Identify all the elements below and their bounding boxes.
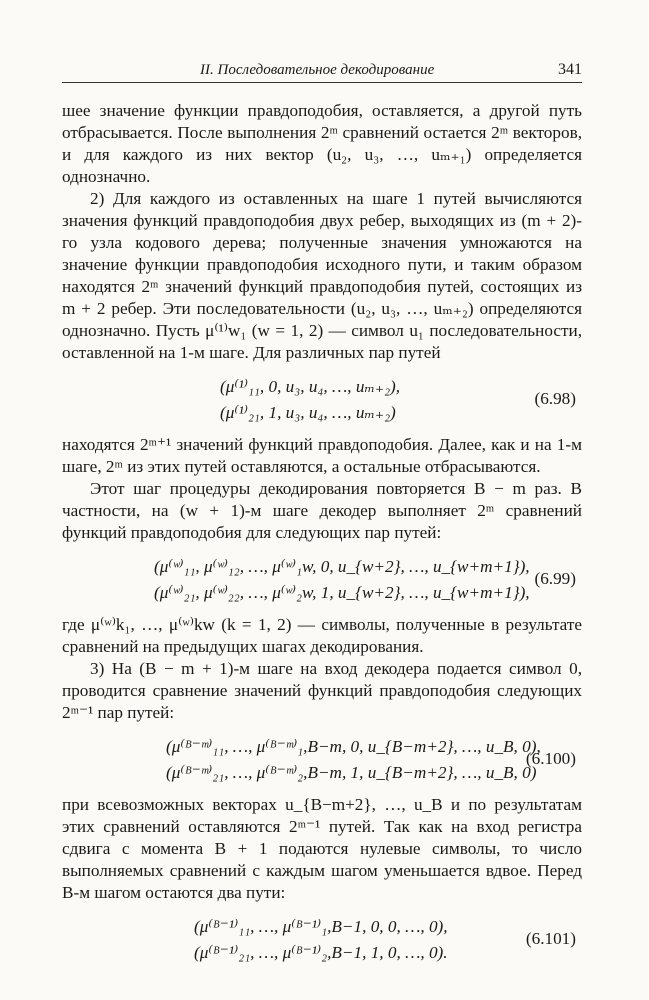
paragraph-6: 3) На (B − m + 1)-м шаге на вход декодера подается символ 0, проводится сравнение значений функций правдоподобия следующих 2ᵐ⁻¹ пар путей: [62,659,582,722]
page-number: 341 [558,61,582,78]
equation-number: (6.100) [525,749,576,768]
running-header [62,58,582,80]
equation-6-99 [62,554,582,606]
equation-line: (μ⁽¹⁾₂₁, 1, u₃, u₄, …, uₘ₊₂) [220,403,396,422]
chapter-title: II. Последовательное декодирование [200,62,435,78]
equation-6-101 [62,914,582,966]
equation-line: (μ⁽ᴮ⁻¹⁾₂₁, …, μ⁽ᴮ⁻¹⁾₂,B−1, 1, 0, …, 0). [194,943,448,962]
paragraph-5: где μ⁽ʷ⁾k₁, …, μ⁽ʷ⁾kw (k = 1, 2) — символы, полученные в результате сравнений на предыдущих шагах декодирования. [62,615,582,656]
header-rule [62,82,582,83]
equation-line: (μ⁽ʷ⁾₂₁, μ⁽ʷ⁾₂₂, …, μ⁽ʷ⁾₂w, 1, u_{w+2}, …, u_{w+m+1}), [154,583,530,602]
paragraph-4: Этот шаг процедуры декодирования повторяется B − m раз. В частности, на (w + 1)-м шаге декодер выполняет 2ᵐ сравнений функций правдоподобия для следующих пар путей: [62,479,582,542]
paragraph-7: при всевозможных векторах u_{B−m+2}, …, u_B и по результатам этих сравнений оставляются 2ᵐ⁻¹ путей. Так как на вход регистра сдвига с момента B + 1 подаются нулевые символы, то число выполняемых сравнений с каждым шагом уменьшается вдвое. Перед B-м шагом остаются два пути: [62,795,582,902]
equation-number: (6.99) [534,569,576,588]
equation-6-98 [62,374,582,426]
paragraph-1: шее значение функции правдоподобия, оставляется, а другой путь отбрасывается. После выполнения 2ᵐ сравнений остается 2ᵐ векторов, и для каждого из них вектор (u₂, u₃, …, uₘ₊₁) определяется однозначно. [62,101,582,186]
equation-line: (μ⁽ᴮ⁻ᵐ⁾₂₁, …, μ⁽ᴮ⁻ᵐ⁾₂,B−m, 1, u_{B−m+2}, …, u_B, 0) [166,763,537,782]
equation-line: (μ⁽¹⁾₁₁, 0, u₃, u₄, …, uₘ₊₂), [220,377,401,396]
equation-6-100 [62,734,582,786]
equation-number: (6.98) [534,389,576,408]
equation-line: (μ⁽ʷ⁾₁₁, μ⁽ʷ⁾₁₂, …, μ⁽ʷ⁾₁w, 0, u_{w+2}, …, u_{w+m+1}), [154,557,530,576]
page-body [62,100,582,974]
equation-line: (μ⁽ᴮ⁻¹⁾₁₁, …, μ⁽ᴮ⁻¹⁾₁,B−1, 0, 0, …, 0), [194,917,448,936]
equation-line: (μ⁽ᴮ⁻ᵐ⁾₁₁, …, μ⁽ᴮ⁻ᵐ⁾₁,B−m, 0, u_{B−m+2}, …, u_B, 0), [166,737,541,756]
book-page [62,58,582,962]
equation-number: (6.101) [525,929,576,948]
paragraph-2: 2) Для каждого из оставленных на шаге 1 путей вычисляются значения функций правдоподобия двух ребер, выходящих из (m + 2)-го узла кодового дерева; полученные значения умножаются на значение функции правдоподобия исходного пути, и таким образом находятся 2ᵐ значений функций правдоподобия путей, состоящих из m + 2 ребер. Эти последовательности (u₂, u₃, …, uₘ₊₂) определяются однозначно. Пусть μ⁽¹⁾w₁ (w = 1, 2) — символ u₁ последовательности, оставленной на 1-м шаге. Для различных пар путей [62,189,582,362]
paragraph-3: находятся 2ᵐ⁺¹ значений функций правдоподобия. Далее, как и на 1-м шаге, 2ᵐ из этих путей оставляются, а остальные отбрасываются. [62,435,582,476]
